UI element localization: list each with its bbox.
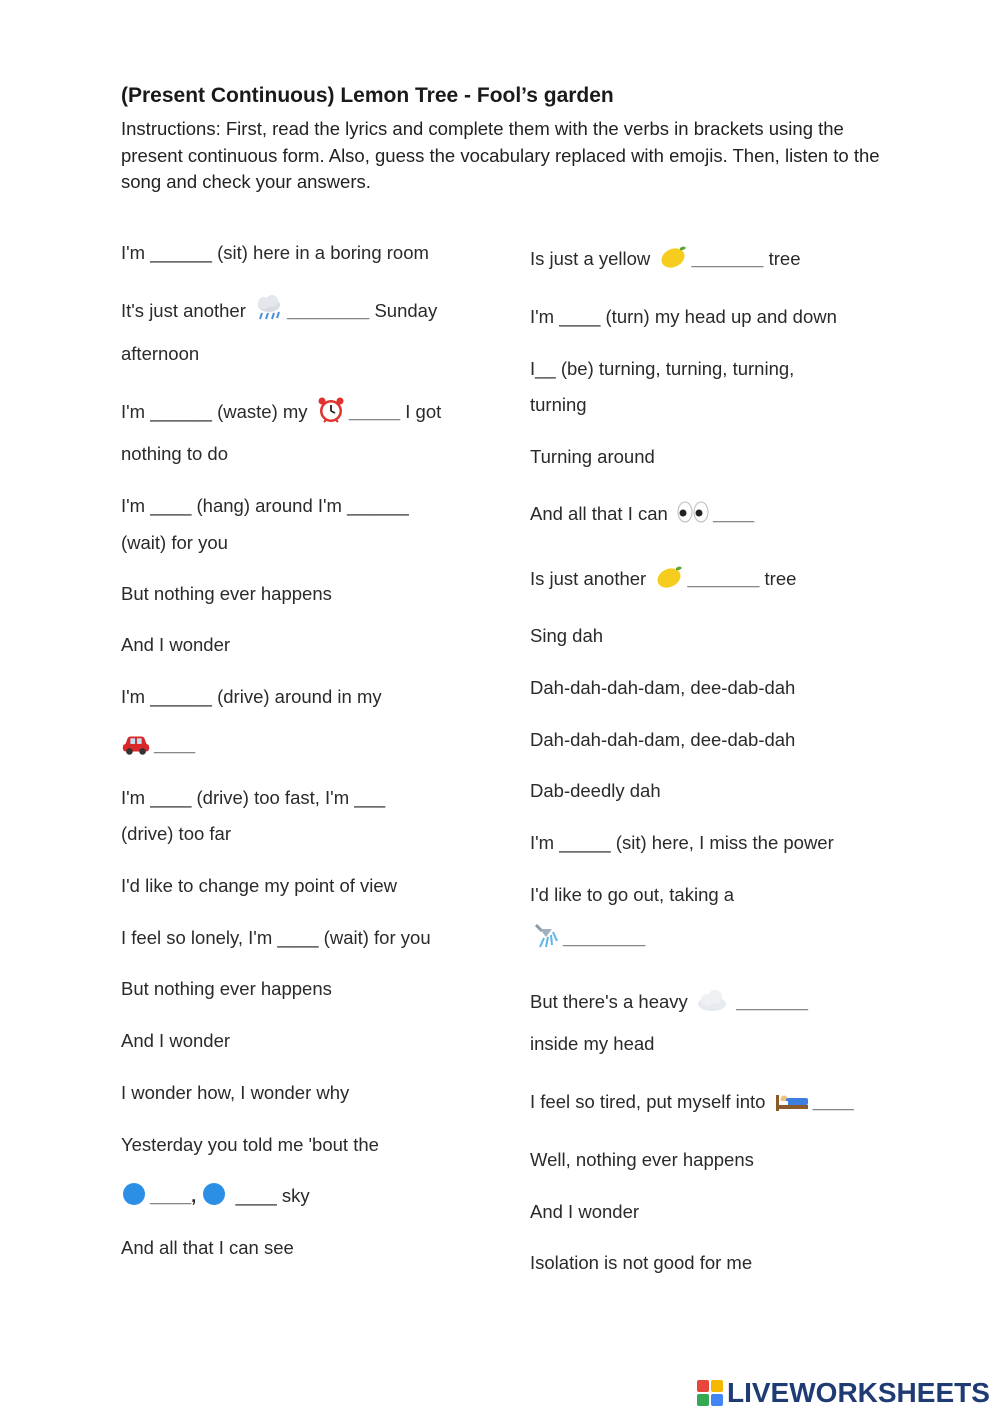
lyric-line: turning <box>530 394 587 415</box>
lyric-line: afternoon <box>121 343 200 364</box>
lyric-line: I'm ____ (hang) around I'm ______ <box>121 495 409 516</box>
lyric-line: It's just another ________ Sunday <box>121 293 437 329</box>
lemon-icon <box>658 242 688 272</box>
lyric-line: And I wonder <box>121 634 231 655</box>
lyric-line: Well, nothing ever happens <box>530 1149 754 1170</box>
lyric-line: (wait) for you <box>121 532 228 553</box>
lyric-line: Yesterday you told me 'bout the <box>121 1134 379 1155</box>
lyric-line: nothing to do <box>121 443 228 464</box>
lyric-line: I'm ______ (drive) around in my <box>121 686 382 707</box>
lyric-line: And all that I can see <box>121 1237 294 1258</box>
lyric-line: I'm ______ (waste) my _____ I got <box>121 394 441 430</box>
lyric-line: I'm ____ (drive) too fast, I'm ___ <box>121 787 386 808</box>
red-car-icon <box>121 728 151 758</box>
lyric-line: (drive) too far <box>121 823 232 844</box>
lyric-line: And all that I can ____ <box>530 496 754 532</box>
lyric-line: I wonder how, I wonder why <box>121 1082 350 1103</box>
lemon-icon <box>654 562 684 592</box>
lyric-line: ________ <box>530 920 645 956</box>
lyric-line: ____ <box>121 727 195 763</box>
lyric-line: Turning around <box>530 446 655 467</box>
lyric-line: Sing dah <box>530 625 604 646</box>
lyric-line: I'm ______ (sit) here in a boring room <box>121 242 429 263</box>
lyric-line: And I wonder <box>530 1201 640 1222</box>
lyric-line: ____, ____ sky <box>121 1178 310 1214</box>
lyric-line: But nothing ever happens <box>121 978 332 999</box>
eyes-icon <box>676 497 710 527</box>
lyric-line: I__ (be) turning, turning, turning, <box>530 358 795 379</box>
lyric-line: Is just another _______ tree <box>530 561 796 597</box>
lyric-line: I'm ____ (turn) my head up and down <box>530 306 837 327</box>
blue-circle-icon <box>121 1181 147 1207</box>
lyric-line: Is just a yellow _______ tree <box>530 241 801 277</box>
lyric-line: Dah-dah-dah-dam, dee-dab-dah <box>530 677 796 698</box>
instructions-text: Instructions: First, read the lyrics and complete them with the verbs in brackets using the present continuous form. Also, guess the vocabulary replaced with emojis. Then, listen to the song and check your answers. <box>121 118 880 192</box>
lyric-line: Dab-deedly dah <box>530 780 661 801</box>
liveworksheets-logo <box>697 1377 990 1409</box>
lyric-line: But nothing ever happens <box>121 583 332 604</box>
lyric-line: But there's a heavy _______ <box>530 984 808 1020</box>
lyric-line: Isolation is not good for me <box>530 1252 753 1273</box>
person-in-bed-icon <box>774 1085 810 1115</box>
lyric-line: I'd like to go out, taking a <box>530 884 735 905</box>
lyric-line: And I wonder <box>121 1030 231 1051</box>
liveworksheets-logo-icon <box>697 1380 723 1406</box>
rain-cloud-icon <box>254 294 284 324</box>
lyric-line: I'm _____ (sit) here, I miss the power <box>530 832 834 853</box>
lyric-line: I feel so lonely, I'm ____ (wait) for you <box>121 927 431 948</box>
lyric-line: I'd like to change my point of view <box>121 875 398 896</box>
alarm-clock-icon <box>316 395 346 425</box>
cloud-icon <box>696 985 728 1015</box>
lyric-line: Dah-dah-dah-dam, dee-dab-dah <box>530 729 796 750</box>
shower-icon <box>530 921 560 951</box>
lyric-line: I feel so tired, put myself into ____ <box>530 1084 854 1120</box>
page-title: (Present Continuous) Lemon Tree - Fool’s garden <box>121 84 614 107</box>
lyric-line: inside my head <box>530 1033 655 1054</box>
liveworksheets-logo-text: LIVEWORKSHEETS <box>727 1377 990 1408</box>
blue-circle-icon <box>201 1181 227 1207</box>
